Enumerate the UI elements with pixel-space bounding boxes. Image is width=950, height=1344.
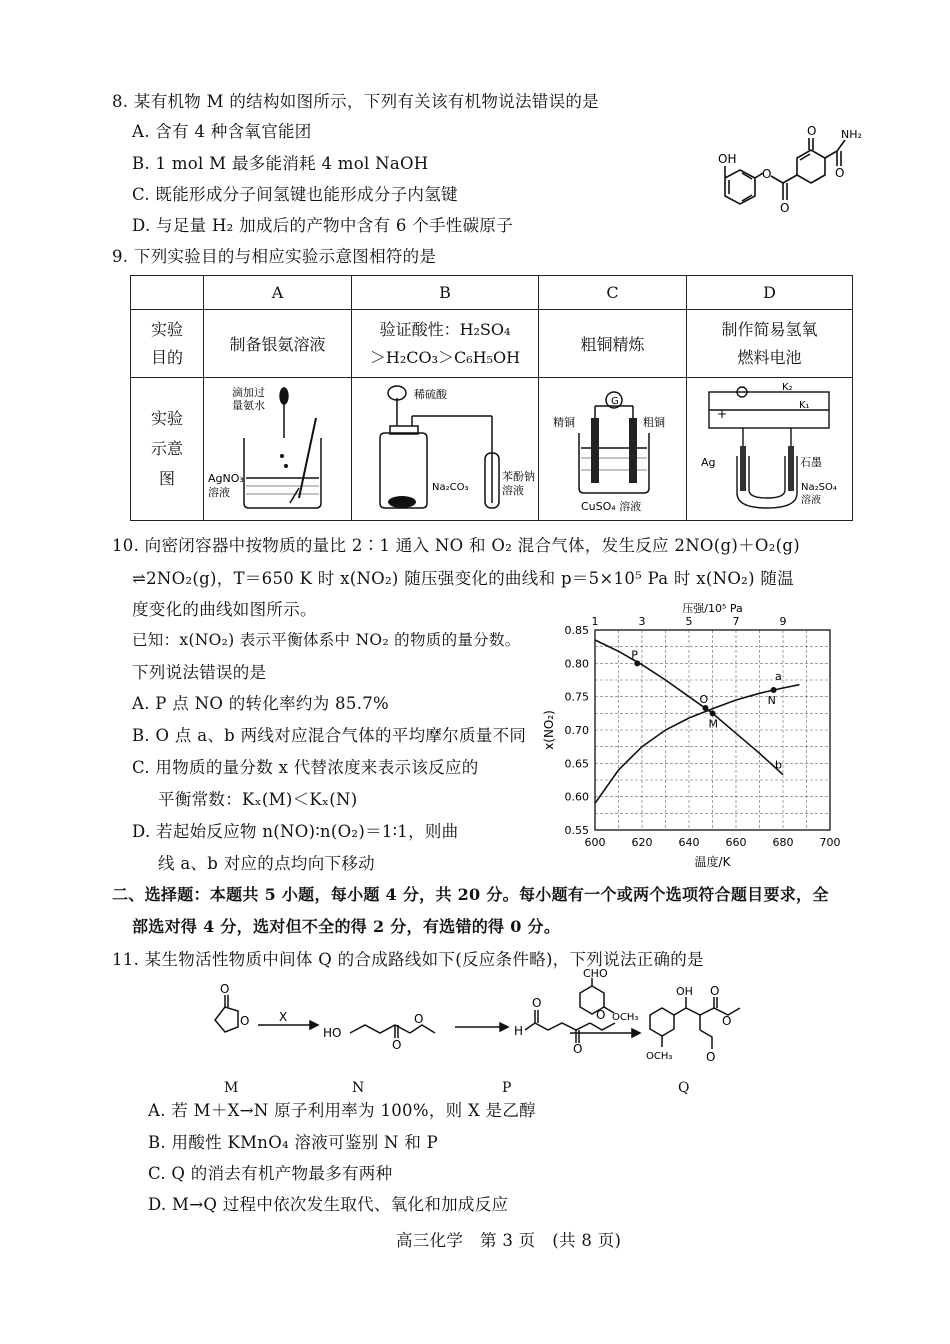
q8-option-d: D. 与足量 H₂ 加成后的产物中含有 6 个手性碳原子 [132,216,514,235]
svg-text:O: O [706,1050,716,1064]
q9-row-purpose-header: 实验 目的 [131,310,204,378]
chart-x-axis-label: 温度/K [694,855,731,869]
q9-d-k1-label: K₁ [799,400,810,411]
chart-point-label-O: O [699,693,709,706]
q9-b-phenolate-label: 苯酚钠溶液 [502,470,535,497]
q9-d-sol-label: Na₂SO₄ 溶液 [801,482,837,506]
chart-series-label-a: a [775,670,782,683]
chart-x-tick-label: 680 [772,836,794,849]
section2-line1: 二、选择题：本题共 5 小题，每小题 4 分，共 20 分。每小题有一个或两个选项符合题目要求，全 [112,885,829,904]
q9-col-d: D [687,276,853,310]
q9-col-a: A [204,276,352,310]
q9-purpose-b: 验证酸性：H₂SO₄ ＞H₂CO₃＞C₆H₅OH [352,310,539,378]
chart-y-tick-label: 0.65 [564,757,589,771]
q9-d-graphite-label: 石墨 [800,456,822,469]
q8-stem: 8. 某有机物 M 的结构如图所示，下列有关该有机物说法错误的是 [112,92,599,111]
q10-stem-1: 10. 向密闭容器中按物质的量比 2∶1 通入 NO 和 O₂ 混合气体，发生反应 2NO(g)＋O₂(g) [112,536,800,555]
chart-x2-axis-label: 压强/10⁵ Pa [682,602,743,615]
q9-stem: 9. 下列实验目的与相应实验示意图相符的是 [112,247,437,266]
q9-figure-b [352,378,539,521]
chart-point-M [710,710,716,716]
q11-option-d: D. M→Q 过程中依次发生取代、氧化和加成反应 [148,1195,509,1214]
q10-ask: 下列说法错误的是 [132,663,267,682]
q9-a-drop-label: 滴加过量氨水 [232,386,265,412]
chart-y-axis-label: x(NO₂) [542,710,556,750]
chart-x-tick-label: 640 [678,836,700,849]
svg-text:O: O [220,982,230,996]
q9-c-pure-label: 精铜 [553,416,575,429]
chart-y-tick-label: 0.55 [564,824,589,837]
svg-text:+: + [717,407,728,421]
q11-h-label: H [514,1024,524,1038]
q9-purpose-d: 制作简易氢氧 燃料电池 [687,310,853,378]
svg-text:O: O [240,1014,250,1028]
chart-point-label-N: N [767,694,776,707]
q10-option-a: A. P 点 NO 的转化率约为 85.7% [132,694,389,713]
chart-x-tick-label: 600 [584,836,606,849]
chart-y-tick-label: 0.85 [564,624,589,637]
q11-label-m: M [224,1080,239,1096]
svg-text:O: O [780,201,790,215]
q11-option-a: A. 若 M＋X→N 原子利用率为 100%，则 X 是乙醇 [148,1101,536,1120]
chart-point-label-P: P [631,648,638,662]
q11-stem: 11. 某生物活性物质中间体 Q 的合成路线如下(反应条件略)，下列说法正确的是 [112,950,704,969]
q9-col-b: B [352,276,539,310]
q9-b-acid-label: 稀硫酸 [414,388,447,401]
chart-x2-tick-label: 1 [591,615,599,628]
q9-c-crude-label: 粗铜 [643,416,665,429]
chart-x2-tick-label: 9 [779,615,787,628]
q9-corner-cell [131,276,204,310]
q9-col-c: C [539,276,687,310]
q11-oh-label: OH [676,985,693,998]
q11-x-label: X [279,1010,288,1024]
q11-option-c: C. Q 的消去有机产物最多有两种 [148,1164,393,1183]
chart-x-tick-label: 660 [725,836,747,849]
svg-text:O: O [835,166,845,180]
q9-purpose-c: 粗铜精炼 [539,310,687,378]
q9-a-sol-label: AgNO₃ 溶液 [208,472,244,499]
q8-nh2-label: NH₂ [841,128,862,141]
q9-figure-d [687,378,853,521]
q9-table [130,275,853,521]
svg-text:O: O [596,1008,606,1022]
chart-x2-tick-label: 3 [638,615,646,628]
svg-text:O: O [762,167,772,181]
q11-och3-label-2: OCH₃ [646,1051,673,1062]
q9-d-ag-label: Ag [701,456,716,469]
q10-stem-2: ⇌2NO₂(g)，T＝650 K 时 x(NO₂) 随压强变化的曲线和 p＝5×10⁵ Pa 时 x(NO₂) 随温 [132,569,794,588]
svg-text:O: O [807,124,817,138]
q11-label-p: P [502,1080,512,1096]
svg-text:O: O [573,1042,583,1056]
chart-x-tick-label: 700 [819,836,841,849]
q10-chart [535,602,841,875]
q11-scheme [200,967,780,1075]
q9-c-sol-label: CuSO₄ 溶液 [581,500,642,513]
svg-text:O: O [710,984,720,998]
q11-label-q: Q [678,1080,690,1096]
q11-och3-label-1: OCH₃ [612,1012,639,1023]
q11-cho-label: CHO [583,967,608,980]
q10-known: 已知：x(NO₂) 表示平衡体系中 NO₂ 的物质的量分数。 [132,631,521,649]
q8-option-c: C. 既能形成分子间氢键也能形成分子内氢键 [132,185,458,204]
q10-stem-3: 度变化的曲线如图所示。 [132,600,317,619]
chart-x2-tick-label: 7 [732,615,740,628]
q10-option-d: D. 若起始反应物 n(NO)∶n(O₂)＝1∶1，则曲 [132,822,459,841]
chart-point-label-M: M [708,717,718,731]
q10-option-c-cont: 平衡常数：Kₓ(M)＜Kₓ(N) [158,790,358,809]
q8-oh-label: OH [718,152,737,166]
svg-text:O: O [392,1038,402,1052]
chart-x2-tick-label: 5 [685,615,693,628]
chart-y-tick-label: 0.80 [564,657,589,671]
q10-option-b: B. O 点 a、b 两线对应混合气体的平均摩尔质量不同 [132,726,527,745]
q10-option-d-cont: 线 a、b 对应的点均向下移动 [158,854,375,873]
svg-text:O: O [414,1012,424,1026]
q9-figure-c [539,378,687,521]
q9-d-k2-label: K₂ [782,382,793,393]
q8-option-b: B. 1 mol M 最多能消耗 4 mol NaOH [132,154,429,173]
svg-text:O: O [532,996,542,1010]
q8-option-a: A. 含有 4 种含氧官能团 [132,122,312,141]
q9-b-na2co3-label: Na₂CO₃ [432,482,469,493]
chart-y-tick-label: 0.60 [564,790,589,804]
section2-line2: 部选对得 4 分，选对但不全的得 2 分，有选错的得 0 分。 [132,917,561,936]
page-footer: 高三化学 第 3 页 (共 8 页) [396,1231,622,1250]
q11-ho-label: HO [323,1026,342,1040]
q9-purpose-a: 制备银氨溶液 [204,310,352,378]
chart-y-tick-label: 0.75 [564,690,589,704]
chart-series-label-b: b [775,758,782,772]
q10-option-c: C. 用物质的量分数 x 代替浓度来表示该反应的 [132,758,479,777]
q11-option-b: B. 用酸性 KMnO₄ 溶液可鉴别 N 和 P [148,1133,439,1152]
chart-x-tick-label: 620 [631,836,653,849]
q8-structure [705,118,865,228]
svg-text:G: G [611,396,619,407]
q9-row-figure-header: 实验 示意 图 [131,378,204,521]
q11-label-n: N [352,1080,365,1096]
q9-figure-a [204,378,352,521]
chart-y-tick-label: 0.70 [564,724,589,737]
svg-text:O: O [722,1014,732,1028]
chart-point-N [771,687,777,693]
